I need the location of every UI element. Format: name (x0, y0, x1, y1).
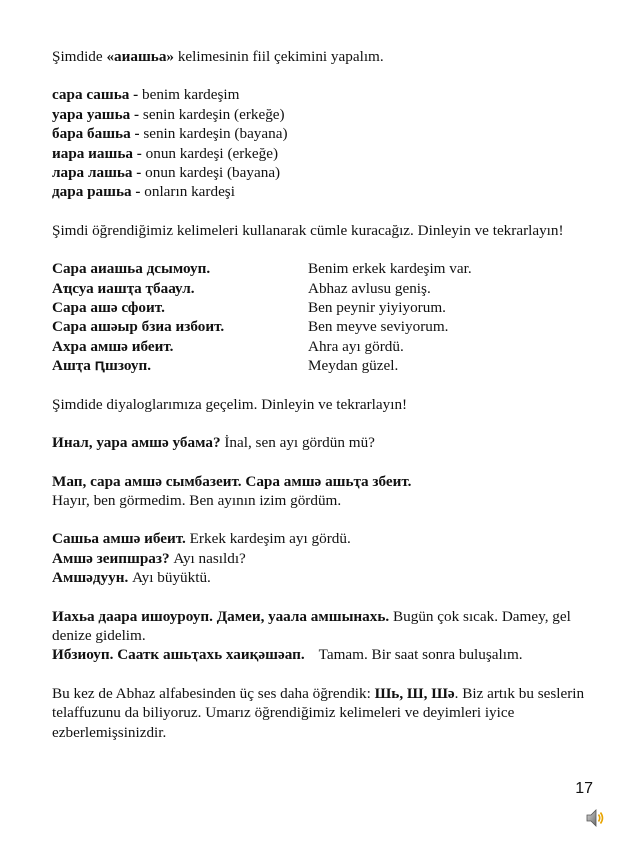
dialog-line: Амшәдуун. Ayı büyüktü. (52, 569, 211, 587)
conjugation-row: сара сашьа - benim kardeşim (52, 86, 240, 104)
instruction-text: Şimdide diyaloglarımıza geçelim. Dinleyin ve tekrarlayın! (52, 395, 408, 413)
dialog-line: Иахьа даара ишоуроуп. Дамеи, уаала амшынахь. Bugün çok sıcak. Damey, gel denize gidelim. (52, 607, 571, 644)
sentence-row: Сара ашәыр бзиа избоит. Ben meyve seviyorum. (52, 318, 449, 336)
dialog-line: Ибзиоуп. Саатк ашьҭахь хаиқәшәап. Tamam. Bir saat sonra buluşalım. (52, 646, 523, 664)
sentence-row: Сара ашә сфоит. Ben peynir yiyiyorum. (52, 299, 446, 317)
dialog-line: Мап, сара амшә сымбазеит. Сара амшә ашьҭа збеит. (52, 472, 412, 490)
sentence-row: Ахра амшә ибеит. Ahra ayı gördü. (52, 337, 404, 355)
conjugation-row: уара уашьа - senin kardeşin (erkeğe) (52, 105, 285, 123)
closing-paragraph: Bu kez de Abhaz alfabesinden üç ses daha öğrendik: Шь, Ш, Шә. Biz artık bu seslerin telaffuzunu da biliyoruz. Umarız öğrendiğimiz kelimeleri ve deyimleri iyice ezberlemişsinizdir. (52, 684, 585, 741)
intro-line (52, 47, 600, 66)
conjugation-row: иара иашьа - onun kardeşi (erkeğe) (52, 144, 279, 162)
sentence-row: Аҵсуа иашҭа ҭбааул. Abhaz avlusu geniş. (52, 279, 431, 297)
conjugation-row: бара башьа - senin kardeşin (bayana) (52, 125, 288, 143)
sentence-table (52, 259, 600, 375)
lesson-page (52, 47, 600, 742)
page-number: 17 (575, 780, 593, 797)
sentence-row: Ашҭа ԥшзоуп. Meydan güzel. (52, 357, 399, 375)
speaker-icon[interactable] (584, 806, 608, 830)
intro-text-after: kelimesinin fiil çekimini yapalım. (174, 48, 384, 65)
instruction-text: Şimdi öğrendiğimiz kelimeleri kullanarak cümle kuracağız. Dinleyin ve tekrarlayın! (52, 221, 564, 239)
sentence-row: Сара аиашьа дсымоуп. Benim erkek kardeşim var. (52, 260, 472, 278)
alphabet-letters: Шь, Ш, Шә (374, 684, 455, 702)
intro-word: «аиашьа» (106, 48, 175, 65)
dialog-line: Инал, уара амшә убама? İnal, sen ayı gördün mü? (52, 434, 375, 452)
dialog-line: Сашьа амшә ибеит. Erkek kardeşim ayı gördü. (52, 530, 351, 548)
intro-text-before: Şimdide (52, 48, 107, 65)
dialog-line: Амшә зеипшраз? Ayı nasıldı? (52, 549, 246, 567)
conjugation-row: лара лашьа - onun kardeşi (bayana) (52, 164, 281, 182)
conjugation-list (52, 85, 600, 201)
dialog-translation: Hayır, ben görmedim. Ben ayının izim gördüm. (52, 491, 342, 509)
conjugation-row: дара рашьа - onların kardeşi (52, 183, 235, 201)
